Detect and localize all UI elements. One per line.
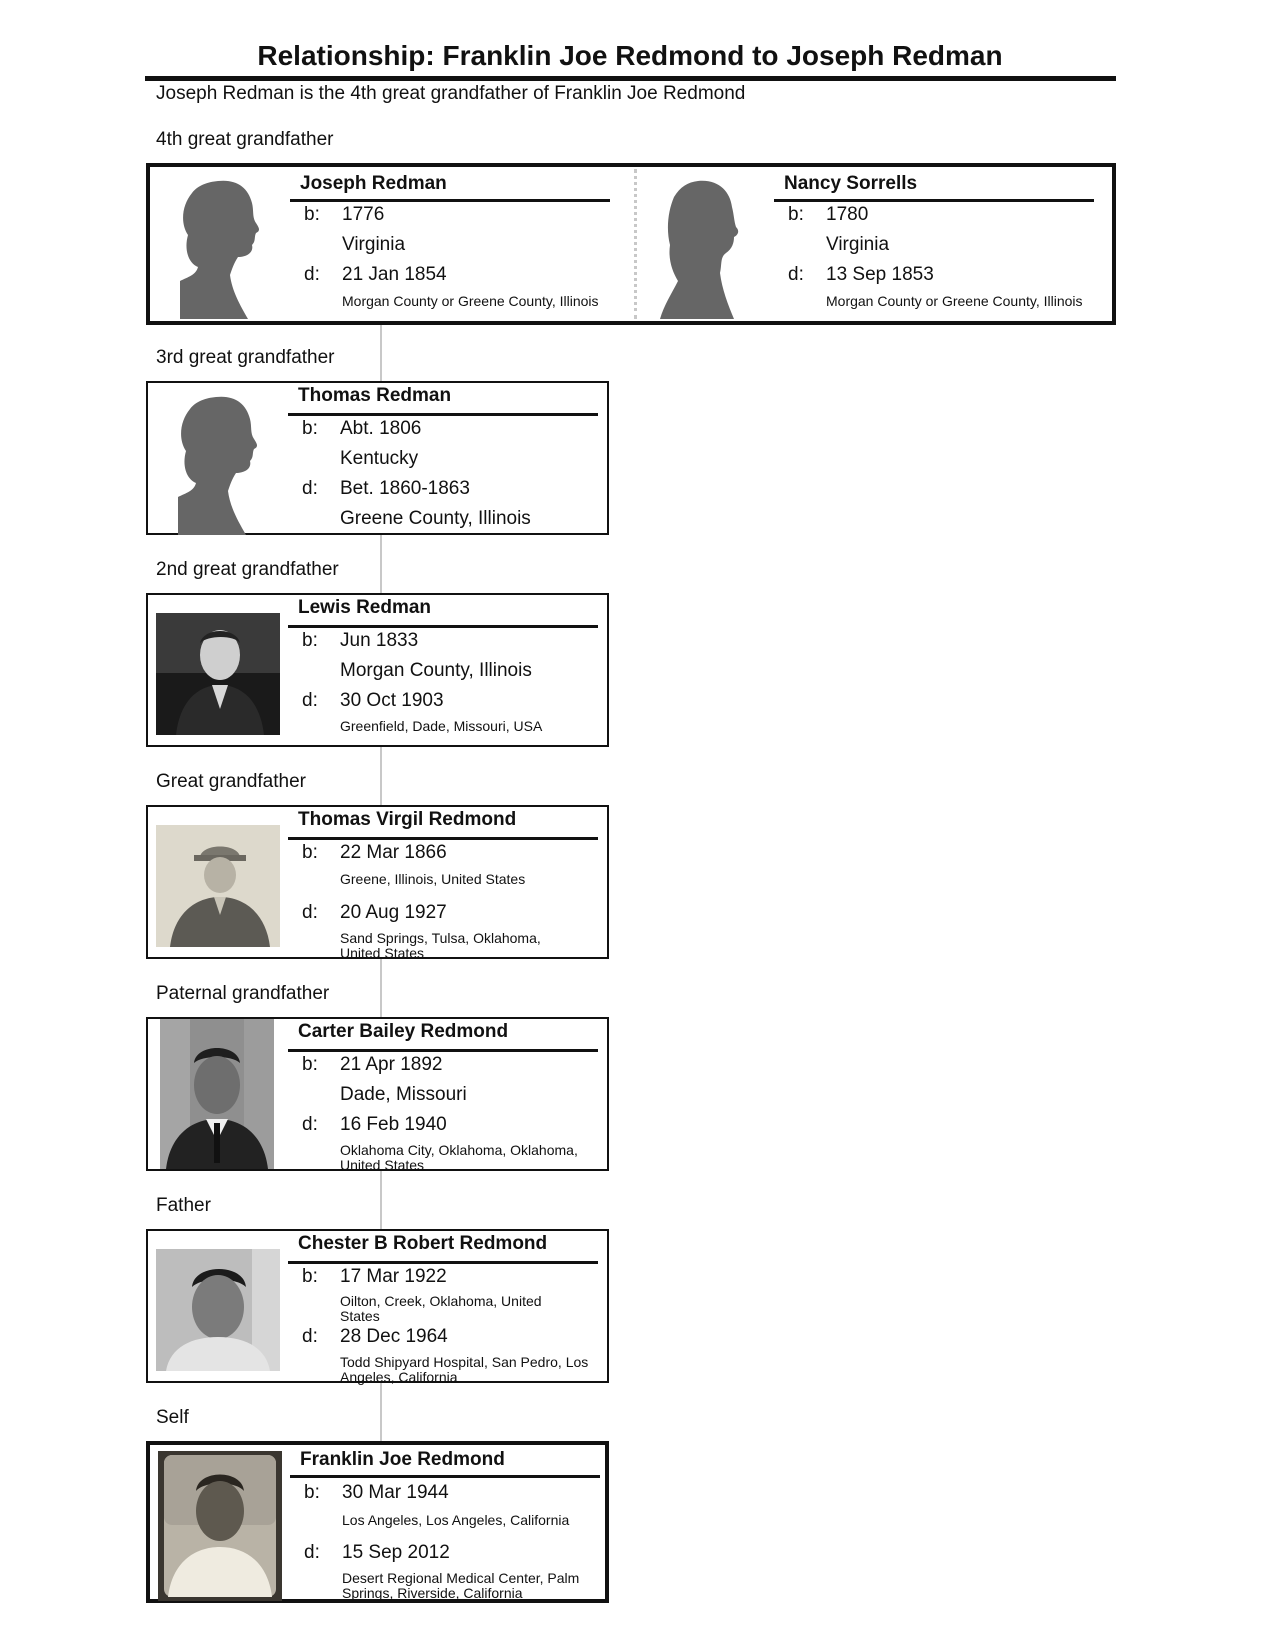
lineage-connector bbox=[380, 1171, 382, 1231]
death-label: d: bbox=[302, 902, 318, 923]
birth-place: Virginia bbox=[826, 234, 890, 255]
person-name: Franklin Joe Redmond bbox=[300, 1449, 505, 1470]
generation-label: Self bbox=[156, 1407, 189, 1428]
lineage-connector bbox=[380, 959, 382, 1019]
female-silhouette-icon bbox=[642, 173, 762, 324]
person-name: Thomas Redman bbox=[298, 385, 452, 406]
male-silhouette-icon bbox=[158, 173, 278, 324]
death-label: d: bbox=[304, 264, 320, 285]
death-date: 16 Feb 1940 bbox=[340, 1114, 447, 1135]
person-card bbox=[146, 1441, 609, 1603]
person-name: Carter Bailey Redmond bbox=[298, 1021, 509, 1042]
person-name: Nancy Sorrells bbox=[784, 173, 918, 194]
death-label: d: bbox=[302, 690, 318, 711]
death-date: 28 Dec 1964 bbox=[340, 1326, 448, 1347]
generation-label: 3rd great grandfather bbox=[156, 347, 335, 368]
person-card bbox=[146, 1229, 609, 1383]
birth-date: 1780 bbox=[826, 204, 869, 225]
portrait-photo bbox=[160, 1019, 274, 1169]
death-date: 20 Aug 1927 bbox=[340, 902, 447, 923]
death-place: Oklahoma City, Oklahoma, Oklahoma, United States bbox=[340, 1142, 578, 1173]
death-label: d: bbox=[788, 264, 804, 285]
name-underline bbox=[774, 199, 1094, 202]
name-underline bbox=[290, 1475, 600, 1478]
birth-label: b: bbox=[304, 1482, 320, 1503]
birth-label: b: bbox=[304, 204, 320, 225]
birth-date: 22 Mar 1866 bbox=[340, 842, 447, 863]
birth-date: 30 Mar 1944 bbox=[342, 1482, 449, 1503]
portrait-photo bbox=[156, 825, 280, 947]
person-card bbox=[146, 381, 609, 535]
portrait-photo bbox=[156, 1249, 280, 1371]
lineage-connector bbox=[380, 747, 382, 807]
birth-date: 1776 bbox=[342, 204, 385, 225]
death-label: d: bbox=[304, 1542, 320, 1563]
relationship-summary: Joseph Redman is the 4th great grandfather of Franklin Joe Redmond bbox=[156, 83, 746, 104]
birth-place: Morgan County, Illinois bbox=[340, 660, 532, 681]
person-card bbox=[146, 1017, 609, 1171]
person-card bbox=[150, 167, 634, 321]
name-underline bbox=[288, 413, 598, 416]
birth-place: Los Angeles, Los Angeles, California bbox=[342, 1512, 570, 1528]
birth-label: b: bbox=[302, 418, 318, 439]
person-name: Chester B Robert Redmond bbox=[298, 1233, 548, 1254]
death-place: Todd Shipyard Hospital, San Pedro, Los Angeles, California bbox=[340, 1354, 589, 1385]
birth-place: Oilton, Creek, Oklahoma, United States bbox=[340, 1293, 542, 1324]
person-name: Thomas Virgil Redmond bbox=[298, 809, 517, 830]
birth-place: Dade, Missouri bbox=[340, 1084, 467, 1105]
page-title: Relationship: Franklin Joe Redmond to Joseph Redman bbox=[257, 40, 1003, 71]
birth-label: b: bbox=[302, 1266, 318, 1287]
couple-card bbox=[146, 163, 1116, 325]
birth-date: 17 Mar 1922 bbox=[340, 1266, 447, 1287]
portrait-photo bbox=[156, 613, 280, 735]
birth-place: Kentucky bbox=[340, 448, 419, 469]
title-divider bbox=[145, 76, 1116, 81]
birth-label: b: bbox=[302, 842, 318, 863]
death-place: Morgan County or Greene County, Illinois bbox=[342, 293, 599, 309]
death-place: Greenfield, Dade, Missouri, USA bbox=[340, 718, 543, 734]
generation-label: Father bbox=[156, 1195, 211, 1216]
portrait-photo bbox=[158, 1451, 282, 1601]
birth-label: b: bbox=[788, 204, 804, 225]
lineage-connector bbox=[380, 325, 382, 383]
death-place: Desert Regional Medical Center, Palm Springs, Riverside, California bbox=[342, 1570, 580, 1601]
generation-label: 2nd great grandfather bbox=[156, 559, 339, 580]
birth-label: b: bbox=[302, 1054, 318, 1075]
person-name: Lewis Redman bbox=[298, 597, 432, 618]
name-underline bbox=[288, 625, 598, 628]
generation-label: Great grandfather bbox=[156, 771, 306, 792]
name-underline bbox=[288, 1049, 598, 1052]
birth-date: Abt. 1806 bbox=[340, 418, 422, 439]
death-place: Morgan County or Greene County, Illinois bbox=[826, 293, 1083, 309]
birth-date: 21 Apr 1892 bbox=[340, 1054, 443, 1075]
male-silhouette-icon bbox=[156, 389, 276, 540]
birth-date: Jun 1833 bbox=[340, 630, 419, 651]
death-date: Bet. 1860-1863 bbox=[340, 478, 470, 499]
death-date: 13 Sep 1853 bbox=[826, 264, 934, 285]
death-label: d: bbox=[302, 1114, 318, 1135]
person-card bbox=[146, 805, 609, 959]
person-card bbox=[634, 167, 1114, 321]
lineage-connector bbox=[380, 1383, 382, 1443]
death-place: Sand Springs, Tulsa, Oklahoma, United States bbox=[340, 930, 541, 961]
death-place: Greene County, Illinois bbox=[340, 508, 531, 529]
name-underline bbox=[288, 1261, 598, 1264]
birth-place: Virginia bbox=[342, 234, 406, 255]
birth-place: Greene, Illinois, United States bbox=[340, 871, 526, 887]
death-label: d: bbox=[302, 1326, 318, 1347]
name-underline bbox=[290, 199, 610, 202]
death-date: 30 Oct 1903 bbox=[340, 690, 444, 711]
name-underline bbox=[288, 837, 598, 840]
birth-label: b: bbox=[302, 630, 318, 651]
lineage-connector bbox=[380, 535, 382, 595]
person-card bbox=[146, 593, 609, 747]
generation-label: 4th great grandfather bbox=[156, 129, 334, 150]
person-name: Joseph Redman bbox=[300, 173, 447, 194]
death-date: 21 Jan 1854 bbox=[342, 264, 447, 285]
death-label: d: bbox=[302, 478, 318, 499]
death-date: 15 Sep 2012 bbox=[342, 1542, 450, 1563]
generation-label: Paternal grandfather bbox=[156, 983, 330, 1004]
